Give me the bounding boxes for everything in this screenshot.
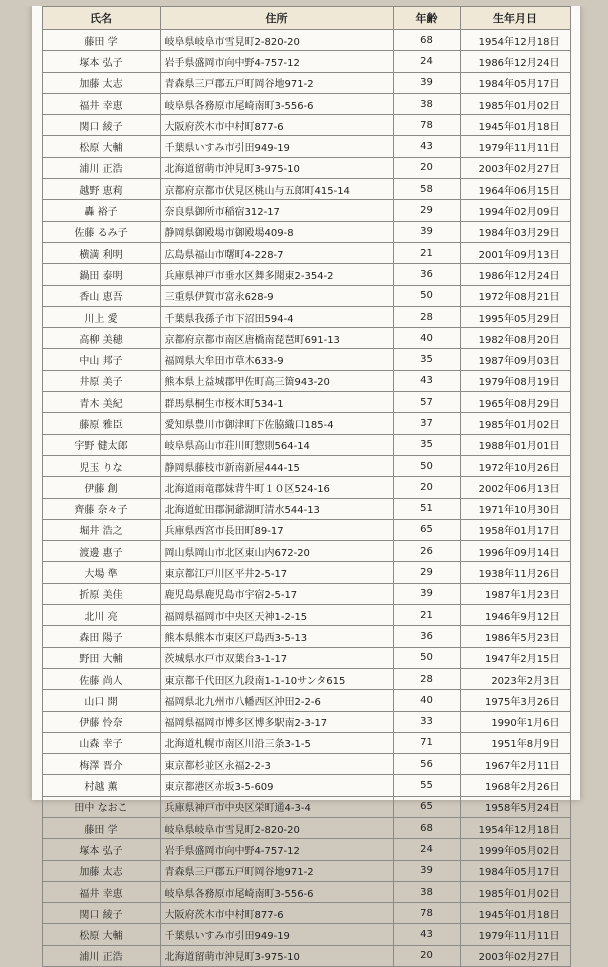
table-row xyxy=(42,647,570,668)
cell-birthdate: 1947年2月15日 xyxy=(460,647,570,668)
table-row xyxy=(42,498,570,519)
cell-name: 佐藤 尚人 xyxy=(42,668,160,689)
table-row xyxy=(42,72,570,93)
cell-address: 静岡県御殿場市御殿場409-8 xyxy=(160,221,393,242)
cell-address: 北海道雨竜郡妹背牛町１０区524-16 xyxy=(160,477,393,498)
cell-birthdate: 1945年01月18日 xyxy=(460,903,570,924)
table-row xyxy=(42,775,570,796)
table-row xyxy=(42,93,570,114)
table-row xyxy=(42,179,570,200)
table-row xyxy=(42,285,570,306)
cell-address: 岐阜県高山市荘川町惣則564-14 xyxy=(160,434,393,455)
cell-age: 68 xyxy=(393,30,460,51)
cell-name: 松原 大輔 xyxy=(42,924,160,945)
cell-birthdate: 1984年05月17日 xyxy=(460,72,570,93)
cell-name: 藤田 学 xyxy=(42,817,160,838)
cell-birthdate: 1986年5月23日 xyxy=(460,626,570,647)
cell-age: 20 xyxy=(393,477,460,498)
table-row xyxy=(42,711,570,732)
cell-address: 岐阜県各務原市尾崎南町3-556-6 xyxy=(160,93,393,114)
cell-name: 山口 開 xyxy=(42,690,160,711)
table-row xyxy=(42,349,570,370)
cell-name: 加藤 太志 xyxy=(42,860,160,881)
cell-address: 北海道虻田郡洞爺湖町清水544-13 xyxy=(160,498,393,519)
cell-name: 越野 恵莉 xyxy=(42,179,160,200)
cell-address: 熊本県上益城郡甲佐町高三箇943-20 xyxy=(160,370,393,391)
cell-birthdate: 1985年01月02日 xyxy=(460,881,570,902)
cell-age: 37 xyxy=(393,413,460,434)
cell-address: 岩手県盛岡市向中野4-757-12 xyxy=(160,839,393,860)
cell-address: 岡山県岡山市北区東山内672-20 xyxy=(160,541,393,562)
table-row xyxy=(42,242,570,263)
cell-birthdate: 1996年09月14日 xyxy=(460,541,570,562)
cell-address: 静岡県藤枝市新南新屋444-15 xyxy=(160,455,393,476)
cell-name: 伊藤 怜奈 xyxy=(42,711,160,732)
cell-address: 岐阜県岐阜市雪見町2-820-20 xyxy=(160,817,393,838)
cell-birthdate: 1985年01月02日 xyxy=(460,413,570,434)
cell-name: 宇野 健太郎 xyxy=(42,434,160,455)
table-row xyxy=(42,690,570,711)
cell-name: 藤原 雅臣 xyxy=(42,413,160,434)
cell-address: 東京都港区赤坂3-5-609 xyxy=(160,775,393,796)
cell-name: 関口 綾子 xyxy=(42,903,160,924)
table-row xyxy=(42,136,570,157)
cell-birthdate: 1994年02月09日 xyxy=(460,200,570,221)
cell-name: 香山 恵吾 xyxy=(42,285,160,306)
cell-age: 20 xyxy=(393,157,460,178)
cell-birthdate: 1968年2月26日 xyxy=(460,775,570,796)
cell-address: 鹿児島県鹿児島市宇宿2-5-17 xyxy=(160,583,393,604)
cell-birthdate: 1958年01月17日 xyxy=(460,519,570,540)
cell-address: 青森県三戸郡五戸町岡谷地971-2 xyxy=(160,72,393,93)
cell-address: 千葉県いすみ市引田949-19 xyxy=(160,924,393,945)
cell-age: 28 xyxy=(393,668,460,689)
cell-birthdate: 2002年06月13日 xyxy=(460,477,570,498)
cell-address: 福岡県福岡市博多区博多駅南2-3-17 xyxy=(160,711,393,732)
cell-age: 24 xyxy=(393,839,460,860)
table-row xyxy=(42,221,570,242)
cell-birthdate: 1979年08月19日 xyxy=(460,370,570,391)
data-table xyxy=(42,6,571,967)
cell-age: 68 xyxy=(393,817,460,838)
cell-birthdate: 1975年3月26日 xyxy=(460,690,570,711)
photo-top-edge xyxy=(0,0,608,6)
cell-address: 岩手県盛岡市向中野4-757-12 xyxy=(160,51,393,72)
cell-name: 齊藤 奈々子 xyxy=(42,498,160,519)
cell-address: 千葉県いすみ市引田949-19 xyxy=(160,136,393,157)
cell-name: 浦川 正浩 xyxy=(42,945,160,966)
cell-address: 福岡県北九州市八幡西区沖田2-2-6 xyxy=(160,690,393,711)
cell-name: 福井 幸恵 xyxy=(42,93,160,114)
table-row xyxy=(42,839,570,860)
cell-address: 京都府京都市南区唐橋南琵琶町691-13 xyxy=(160,328,393,349)
table-row xyxy=(42,541,570,562)
cell-age: 26 xyxy=(393,541,460,562)
cell-name: 佐藤 るみ子 xyxy=(42,221,160,242)
cell-age: 38 xyxy=(393,881,460,902)
table-row xyxy=(42,392,570,413)
cell-address: 青森県三戸郡五戸町岡谷地971-2 xyxy=(160,860,393,881)
table-row xyxy=(42,562,570,583)
cell-name: 塚本 弘子 xyxy=(42,839,160,860)
cell-age: 56 xyxy=(393,754,460,775)
cell-birthdate: 1945年01月18日 xyxy=(460,115,570,136)
cell-address: 東京都江戸川区平井2-5-17 xyxy=(160,562,393,583)
cell-birthdate: 1987年09月03日 xyxy=(460,349,570,370)
cell-address: 群馬県桐生市桜木町534-1 xyxy=(160,392,393,413)
table-header-row xyxy=(42,7,570,30)
table-row xyxy=(42,157,570,178)
cell-birthdate: 1972年08月21日 xyxy=(460,285,570,306)
cell-address: 千葉県我孫子市下沼田594-4 xyxy=(160,306,393,327)
cell-address: 大阪府茨木市中村町877-6 xyxy=(160,903,393,924)
table-row xyxy=(42,200,570,221)
cell-age: 40 xyxy=(393,328,460,349)
cell-birthdate: 1954年12月18日 xyxy=(460,30,570,51)
cell-address: 北海道留萌市沖見町3-975-10 xyxy=(160,157,393,178)
header-birthdate: 生年月日 xyxy=(460,7,570,30)
cell-address: 熊本県熊本市東区戸島西3-5-13 xyxy=(160,626,393,647)
cell-age: 21 xyxy=(393,605,460,626)
cell-age: 40 xyxy=(393,690,460,711)
cell-age: 78 xyxy=(393,903,460,924)
cell-age: 38 xyxy=(393,93,460,114)
cell-name: 横満 利明 xyxy=(42,242,160,263)
cell-birthdate: 1987年1月23日 xyxy=(460,583,570,604)
cell-name: 児玉 りな xyxy=(42,455,160,476)
cell-name: 福井 幸恵 xyxy=(42,881,160,902)
cell-birthdate: 2003年02月27日 xyxy=(460,945,570,966)
cell-name: 川上 愛 xyxy=(42,306,160,327)
cell-birthdate: 1995年05月29日 xyxy=(460,306,570,327)
cell-birthdate: 1990年1月6日 xyxy=(460,711,570,732)
cell-name: 山森 幸子 xyxy=(42,732,160,753)
table-row xyxy=(42,817,570,838)
table-row xyxy=(42,860,570,881)
table-row xyxy=(42,306,570,327)
cell-name: 轟 裕子 xyxy=(42,200,160,221)
table-row xyxy=(42,115,570,136)
cell-birthdate: 2001年09月13日 xyxy=(460,242,570,263)
cell-birthdate: 1967年2月11日 xyxy=(460,754,570,775)
cell-age: 71 xyxy=(393,732,460,753)
cell-name: 中山 邦子 xyxy=(42,349,160,370)
cell-address: 岐阜県岐阜市雪見町2-820-20 xyxy=(160,30,393,51)
cell-name: 青木 美紀 xyxy=(42,392,160,413)
cell-age: 55 xyxy=(393,775,460,796)
cell-name: 藤田 学 xyxy=(42,30,160,51)
cell-birthdate: 1965年08月29日 xyxy=(460,392,570,413)
header-address: 住所 xyxy=(160,7,393,30)
cell-name: 渡邊 惠子 xyxy=(42,541,160,562)
cell-name: 井原 美子 xyxy=(42,370,160,391)
cell-birthdate: 1958年5月24日 xyxy=(460,796,570,817)
table-row xyxy=(42,51,570,72)
cell-address: 広島県福山市曙町4-228-7 xyxy=(160,242,393,263)
header-name: 氏名 xyxy=(42,7,160,30)
cell-age: 29 xyxy=(393,200,460,221)
cell-age: 43 xyxy=(393,370,460,391)
cell-age: 58 xyxy=(393,179,460,200)
cell-age: 50 xyxy=(393,285,460,306)
table-row xyxy=(42,30,570,51)
cell-age: 65 xyxy=(393,519,460,540)
cell-address: 福岡県福岡市中央区天神1-2-15 xyxy=(160,605,393,626)
table-row xyxy=(42,605,570,626)
cell-age: 43 xyxy=(393,136,460,157)
cell-age: 35 xyxy=(393,434,460,455)
table-row xyxy=(42,881,570,902)
cell-birthdate: 1946年9月12日 xyxy=(460,605,570,626)
cell-name: 浦川 正浩 xyxy=(42,157,160,178)
cell-age: 78 xyxy=(393,115,460,136)
cell-birthdate: 1986年12月24日 xyxy=(460,51,570,72)
table-row xyxy=(42,583,570,604)
table-row xyxy=(42,626,570,647)
cell-name: 北川 亮 xyxy=(42,605,160,626)
cell-age: 20 xyxy=(393,945,460,966)
cell-address: 兵庫県神戸市中央区栄町通4-3-4 xyxy=(160,796,393,817)
cell-age: 36 xyxy=(393,626,460,647)
table-row xyxy=(42,754,570,775)
table-row xyxy=(42,413,570,434)
cell-address: 大阪府茨木市中村町877-6 xyxy=(160,115,393,136)
cell-birthdate: 1954年12月18日 xyxy=(460,817,570,838)
paper-sheet xyxy=(32,6,580,964)
cell-birthdate: 1979年11月11日 xyxy=(460,136,570,157)
cell-address: 兵庫県神戸市垂水区舞多聞東2-354-2 xyxy=(160,264,393,285)
cell-name: 鍋田 泰明 xyxy=(42,264,160,285)
cell-address: 東京都千代田区九段南1-1-10サンタ615 xyxy=(160,668,393,689)
cell-name: 村越 薫 xyxy=(42,775,160,796)
cell-birthdate: 1986年12月24日 xyxy=(460,264,570,285)
cell-age: 51 xyxy=(393,498,460,519)
header-age: 年齢 xyxy=(393,7,460,30)
table-row xyxy=(42,732,570,753)
cell-address: 福岡県大牟田市草木633-9 xyxy=(160,349,393,370)
cell-birthdate: 1984年03月29日 xyxy=(460,221,570,242)
cell-address: 北海道札幌市南区川沿三条3-1-5 xyxy=(160,732,393,753)
table-row xyxy=(42,455,570,476)
cell-age: 28 xyxy=(393,306,460,327)
cell-birthdate: 1988年01月01日 xyxy=(460,434,570,455)
cell-birthdate: 2023年2月3日 xyxy=(460,668,570,689)
cell-name: 松原 大輔 xyxy=(42,136,160,157)
cell-age: 33 xyxy=(393,711,460,732)
cell-name: 塚本 弘子 xyxy=(42,51,160,72)
table-row xyxy=(42,924,570,945)
table-row xyxy=(42,668,570,689)
cell-age: 24 xyxy=(393,51,460,72)
cell-age: 39 xyxy=(393,583,460,604)
cell-address: 北海道留萌市沖見町3-975-10 xyxy=(160,945,393,966)
cell-age: 57 xyxy=(393,392,460,413)
cell-birthdate: 1938年11月26日 xyxy=(460,562,570,583)
cell-name: 加藤 太志 xyxy=(42,72,160,93)
cell-name: 大場 準 xyxy=(42,562,160,583)
cell-age: 50 xyxy=(393,455,460,476)
table-row xyxy=(42,370,570,391)
cell-birthdate: 1972年10月26日 xyxy=(460,455,570,476)
table-body xyxy=(42,30,570,967)
cell-birthdate: 1985年01月02日 xyxy=(460,93,570,114)
cell-birthdate: 2003年02月27日 xyxy=(460,157,570,178)
cell-name: 野田 大輔 xyxy=(42,647,160,668)
table-row xyxy=(42,264,570,285)
cell-address: 京都府京都市伏見区桃山与五郎町415-14 xyxy=(160,179,393,200)
cell-name: 折原 美佳 xyxy=(42,583,160,604)
cell-name: 関口 綾子 xyxy=(42,115,160,136)
cell-birthdate: 1999年05月02日 xyxy=(460,839,570,860)
cell-age: 29 xyxy=(393,562,460,583)
cell-age: 39 xyxy=(393,860,460,881)
table-row xyxy=(42,477,570,498)
cell-age: 65 xyxy=(393,796,460,817)
cell-name: 梅澤 晋介 xyxy=(42,754,160,775)
cell-birthdate: 1984年05月17日 xyxy=(460,860,570,881)
cell-birthdate: 1964年06月15日 xyxy=(460,179,570,200)
cell-birthdate: 1951年8月9日 xyxy=(460,732,570,753)
cell-name: 森田 陽子 xyxy=(42,626,160,647)
cell-age: 39 xyxy=(393,72,460,93)
cell-address: 東京都杉並区永福2-2-3 xyxy=(160,754,393,775)
cell-name: 堀井 浩之 xyxy=(42,519,160,540)
table-row xyxy=(42,945,570,966)
cell-name: 伊藤 創 xyxy=(42,477,160,498)
table-row xyxy=(42,328,570,349)
table-row xyxy=(42,903,570,924)
cell-age: 43 xyxy=(393,924,460,945)
cell-age: 35 xyxy=(393,349,460,370)
cell-address: 三重県伊賀市富永628-9 xyxy=(160,285,393,306)
cell-address: 兵庫県西宮市長田町89-17 xyxy=(160,519,393,540)
cell-address: 岐阜県各務原市尾崎南町3-556-6 xyxy=(160,881,393,902)
cell-address: 茨城県水戸市双葉台3-1-17 xyxy=(160,647,393,668)
table-row xyxy=(42,519,570,540)
cell-age: 36 xyxy=(393,264,460,285)
cell-address: 奈良県御所市稲宿312-17 xyxy=(160,200,393,221)
cell-age: 39 xyxy=(393,221,460,242)
cell-birthdate: 1971年10月30日 xyxy=(460,498,570,519)
table-row xyxy=(42,796,570,817)
cell-birthdate: 1979年11月11日 xyxy=(460,924,570,945)
cell-name: 高柳 美穂 xyxy=(42,328,160,349)
cell-age: 50 xyxy=(393,647,460,668)
cell-birthdate: 1982年08月20日 xyxy=(460,328,570,349)
table-row xyxy=(42,434,570,455)
cell-address: 愛知県豊川市御津町下佐脇織口185-4 xyxy=(160,413,393,434)
cell-name: 田中 なおこ xyxy=(42,796,160,817)
cell-age: 21 xyxy=(393,242,460,263)
